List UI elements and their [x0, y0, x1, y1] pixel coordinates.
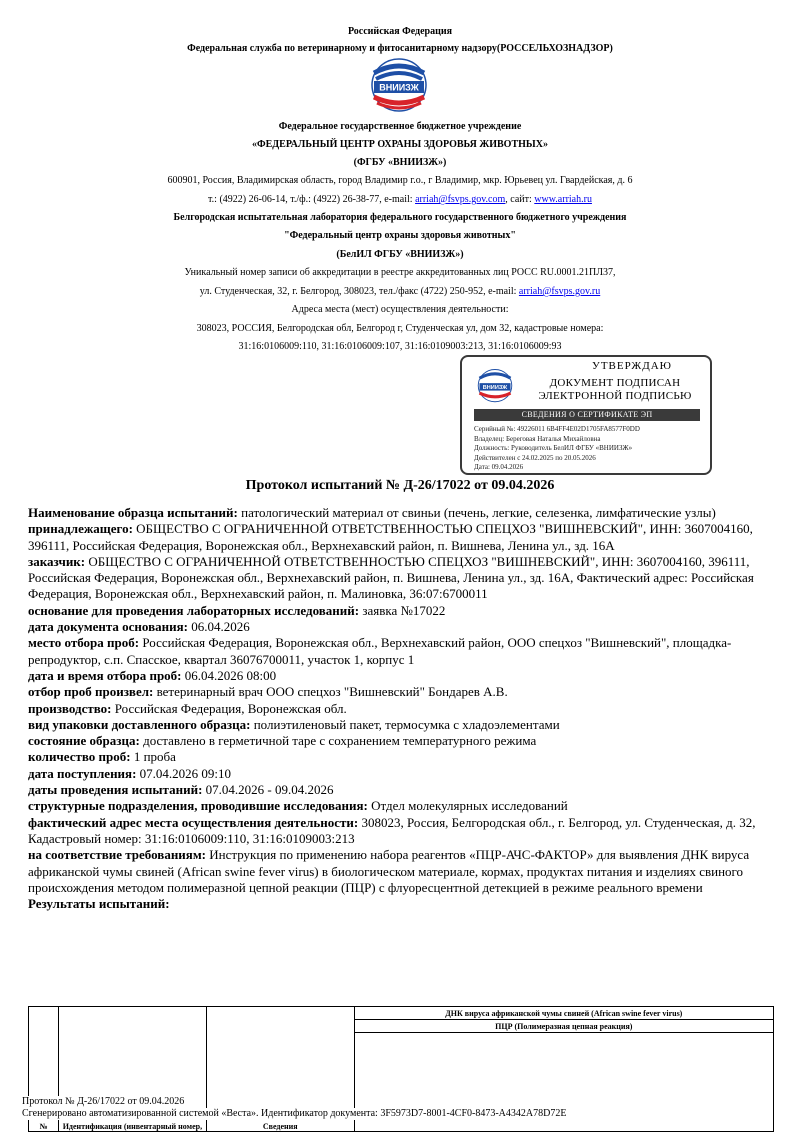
stamp-serial: Серийный №: 49226011 6B4FF4E02D1705FA8577F0DD [474, 425, 640, 433]
lab-name-line2: "Федеральный центр охраны здоровья животных" [284, 230, 516, 241]
stamp-signed-text [522, 377, 708, 403]
field-sample-count: количество проб: 1 проба [28, 749, 176, 765]
contacts-site-link[interactable]: www.arriah.ru [534, 194, 592, 205]
field-sampling-datetime: дата и время отбора проб: 06.04.2026 08:00 [28, 667, 277, 683]
stamp-approve: УТВЕРЖДАЮ [592, 360, 672, 372]
accreditation-number: Уникальный номер записи об аккредитации в реестре аккредитованных лиц РОСС RU.0001.21ПЛ37, [184, 267, 616, 278]
stamp-valid: Действителен с 24.02.2025 по 20.05.2026 [474, 453, 596, 462]
col-header-number: № [29, 1007, 59, 1132]
lab-short: (БелИЛ ФГБУ «ВНИИЗЖ») [336, 249, 464, 260]
lab-address-text: ул. Студенческая, 32, г. Белгород, 308023, тел./факс (4722) 250-952, e-mail: [199, 286, 519, 297]
field-basis: основание для проведения лабораторных исследований: заявка №17022 [28, 602, 446, 618]
field-customer: заказчик: ОБЩЕСТВО С ОГРАНИЧЕННОЙ ОТВЕТСТВЕННОСТЬЮ СПЕЦХОЗ "ВИШНЕВСКИЙ", ИНН: 3607004160, 396111, Российская Федерация, Воронежская обл., Верхнехавский район, п. Вишнева, Ленина ул., зд. 16А, Фактический адрес: Российская Федерация, Воронежская обл., Верхнехавский район, п. Малиновка, 36:07:6700011 [28, 553, 754, 602]
stamp-cert-header: СВЕДЕНИЯ О СЕРТИФИКАТЕ ЭП [474, 409, 700, 421]
lab-address [0, 285, 800, 298]
institution-address: 600901, Россия, Владимирская область, город Владимир г.о., г Владимир, мкр. Юрьевец ул. Гвардейская, д. 6 [167, 175, 633, 186]
field-test-dates: даты проведения испытаний: 07.04.2026 - 09.04.2026 [28, 782, 334, 798]
stamp-date: Дата: 09.04.2026 [474, 463, 524, 471]
electronic-signature-stamp [460, 355, 712, 475]
field-sampling-place: место отбора проб: Российская Федерация, Воронежская обл., Верхнехавский район, ООО спецхоз "Вишневский", площадка-репродуктор, с.п. Спасское, квартал 36076700011, участок 1, корпус 1 [28, 635, 732, 667]
field-basis-date: дата документа основания: 06.04.2026 [28, 619, 250, 635]
logo-text: ВНИИЗЖ [379, 82, 419, 93]
stamp-signed-line1: ДОКУМЕНТ ПОДПИСАН [549, 377, 681, 389]
stamp-owner: Владелец: Береговая Наталья Михайловна [474, 434, 601, 443]
col-header-info: Сведения [206, 1007, 354, 1132]
protocol-title: Протокол испытаний № Д-26/17022 от 09.04.2026 [245, 478, 555, 493]
footer-generated: Сгенерировано автоматизированной системой «Веста». Идентификатор документа: 3F5973D7-8001-4CF0-8473-A4342A78D72E [22, 1108, 567, 1119]
country-name: Российская Федерация [347, 26, 453, 37]
field-packaging: вид упаковки доставленного образца: полиэтиленовый пакет, термосумка с хладоэлементами [28, 716, 560, 732]
institution-type: Федеральное государственное бюджетное учреждение [278, 121, 522, 132]
col-header-pcr: ПЦР (Полимеразная цепная реакция) [354, 1020, 773, 1033]
contacts-phones: т.: (4922) 26-06-14, т./ф.: (4922) 26-38-77, e-mail: [208, 194, 416, 205]
field-sample-name: Наименование образца испытаний: патологический материал от свиньи (печень, легкие, селезенка, лимфатические узлы) [28, 505, 716, 520]
cadastral-numbers: 31:16:0106009:110, 31:16:0106009:107, 31:16:0109003:213, 31:16:0106009:93 [238, 341, 562, 352]
stamp-cert-info [474, 425, 708, 473]
protocol-fields [28, 505, 778, 912]
activity-address: 308023, РОССИЯ, Белгородская обл, Белгород г, Студенческая ул, дом 32, кадастровые номера: [196, 323, 604, 334]
activity-places-label: Адреса места (мест) осуществления деятельности: [291, 304, 509, 315]
institution-contacts [0, 193, 800, 206]
institution-name: «ФЕДЕРАЛЬНЫЙ ЦЕНТР ОХРАНЫ ЗДОРОВЬЯ ЖИВОТНЫХ» [252, 139, 548, 150]
field-owner: принадлежащего: ОБЩЕСТВО С ОГРАНИЧЕННОЙ ОТВЕТСТВЕННОСТЬЮ СПЕЦХОЗ "ВИШНЕВСКИЙ", ИНН: 3607004160, 396111, Российская Федерация, Воронежская обл., Верхнехавский район, п. Вишнева, Ленина ул., зд. 16А [28, 521, 753, 553]
field-departments: структурные подразделения, проводившие исследования: Отдел молекулярных исследований [28, 798, 568, 814]
col-header-identification: Идентификация (инвентарный номер, [58, 1007, 206, 1132]
stamp-signed-line2: ЭЛЕКТРОННОЙ ПОДПИСЬЮ [538, 390, 692, 402]
field-production: производство: Российская Федерация, Воронежская обл. [28, 700, 347, 716]
col-header-asf-dna: ДНК вируса африканской чумы свиней (African swine fever virus) [354, 1007, 773, 1020]
service-name: Федеральная служба по ветеринарному и фитосанитарному надзору(РОССЕЛЬХОЗНАДЗОР) [187, 43, 613, 54]
contacts-email-link[interactable]: arriah@fsvps.gov.com [415, 194, 506, 205]
stamp-position: Должность: Руководитель БелИЛ ФГБУ «ВНИИЗЖ» [474, 444, 633, 452]
field-actual-address: фактический адрес места осуществления деятельности: 308023, Россия, Белгородская обл., г. Белгород, ул. Студенческая, д. 32, Кадастровый номер: 31:16:0106009:110, 31:16:0109003:213 [28, 814, 756, 846]
contacts-site-prefix: , сайт: [505, 194, 535, 205]
field-sampled-by: отбор проб произвел: ветеринарный врач ООО спецхоз "Вишневский" Бондарев А.В. [28, 684, 508, 700]
field-results-heading: Результаты испытаний: [28, 896, 170, 912]
field-sample-state: состояние образца: доставлено в герметичной таре с сохранением температурного режима [28, 733, 537, 749]
lab-name-line1: Белгородская испытательная лаборатория федерального государственного бюджетного учреждения [173, 212, 627, 223]
institution-short: (ФГБУ «ВНИИЗЖ») [353, 157, 447, 168]
lab-email-link[interactable]: arriah@fsvps.gov.ru [518, 286, 601, 297]
vniizh-logo [362, 55, 436, 113]
footer-protocol: Протокол № Д-26/17022 от 09.04.2026 [22, 1096, 188, 1108]
field-received-date: дата поступления: 07.04.2026 09:10 [28, 765, 232, 781]
field-requirements: на соответствие требованиям: Инструкция по применению набора реагентов «ПЦР-АЧС-ФАКТОР» для выявления ДНК вируса африканской чумы свиней (African swine fever virus) в биологическом материале, кормах, продуктах питания и изделиях свиного происхождения методом полимеразной цепной реакции (ПЦР) с флуоресцентной детекцией в режиме реального времени [28, 847, 750, 895]
stamp-logo-text: ВНИИЗЖ [482, 385, 508, 392]
stamp-logo-icon [472, 367, 518, 403]
